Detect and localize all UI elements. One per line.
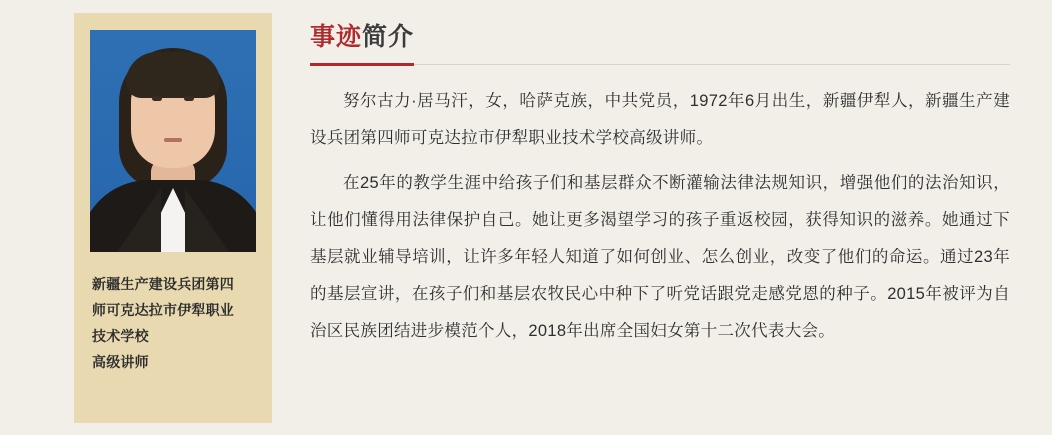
paragraph-1: 努尔古力·居马汗，女，哈萨克族，中共党员，1972年6月出生，新疆伊犁人，新疆生产建设兵团第四师可克达拉市伊犁职业技术学校高级讲师。 — [310, 92, 1010, 147]
section-title-divider — [310, 64, 1010, 65]
article-body — [310, 83, 1010, 350]
portrait-illustration — [90, 30, 256, 252]
profile-caption — [92, 271, 256, 375]
portrait-photo — [90, 30, 256, 252]
section-title-rest: 简介 — [362, 23, 415, 51]
eye-right-shape — [184, 96, 194, 101]
profile-caption-line-1: 新疆生产建设兵团第四 — [92, 276, 234, 292]
mouth-shape — [164, 138, 182, 142]
profile-caption-line-2: 师可克达拉市伊犁职业 — [92, 302, 234, 318]
section-title-highlight: 事迹 — [310, 23, 363, 51]
article-content — [310, 20, 1010, 358]
profile-card — [74, 13, 272, 423]
profile-caption-line-3: 技术学校 — [92, 328, 149, 344]
section-title — [310, 20, 1010, 62]
paragraph-2: 在25年的教学生涯中给孩子们和基层群众不断灌输法律法规知识，增强他们的法治知识，让他们懂得用法律保护自己。她让更多渴望学习的孩子重返校园，获得知识的滋养。她通过下基层就业辅导培训，让许多年轻人知道了如何创业、怎么创业，改变了他们的命运。通过23年的基层宣讲，在孩子们和基层农牧民心中种下了听党话跟党走感党恩的种子。2015年被评为自治区民族团结进步模范个人，2018年出席全国妇女第十二次代表大会。 — [310, 174, 1010, 340]
hair-front-shape — [126, 52, 220, 98]
eye-left-shape — [152, 96, 162, 101]
profile-caption-line-4: 高级讲师 — [92, 354, 149, 370]
